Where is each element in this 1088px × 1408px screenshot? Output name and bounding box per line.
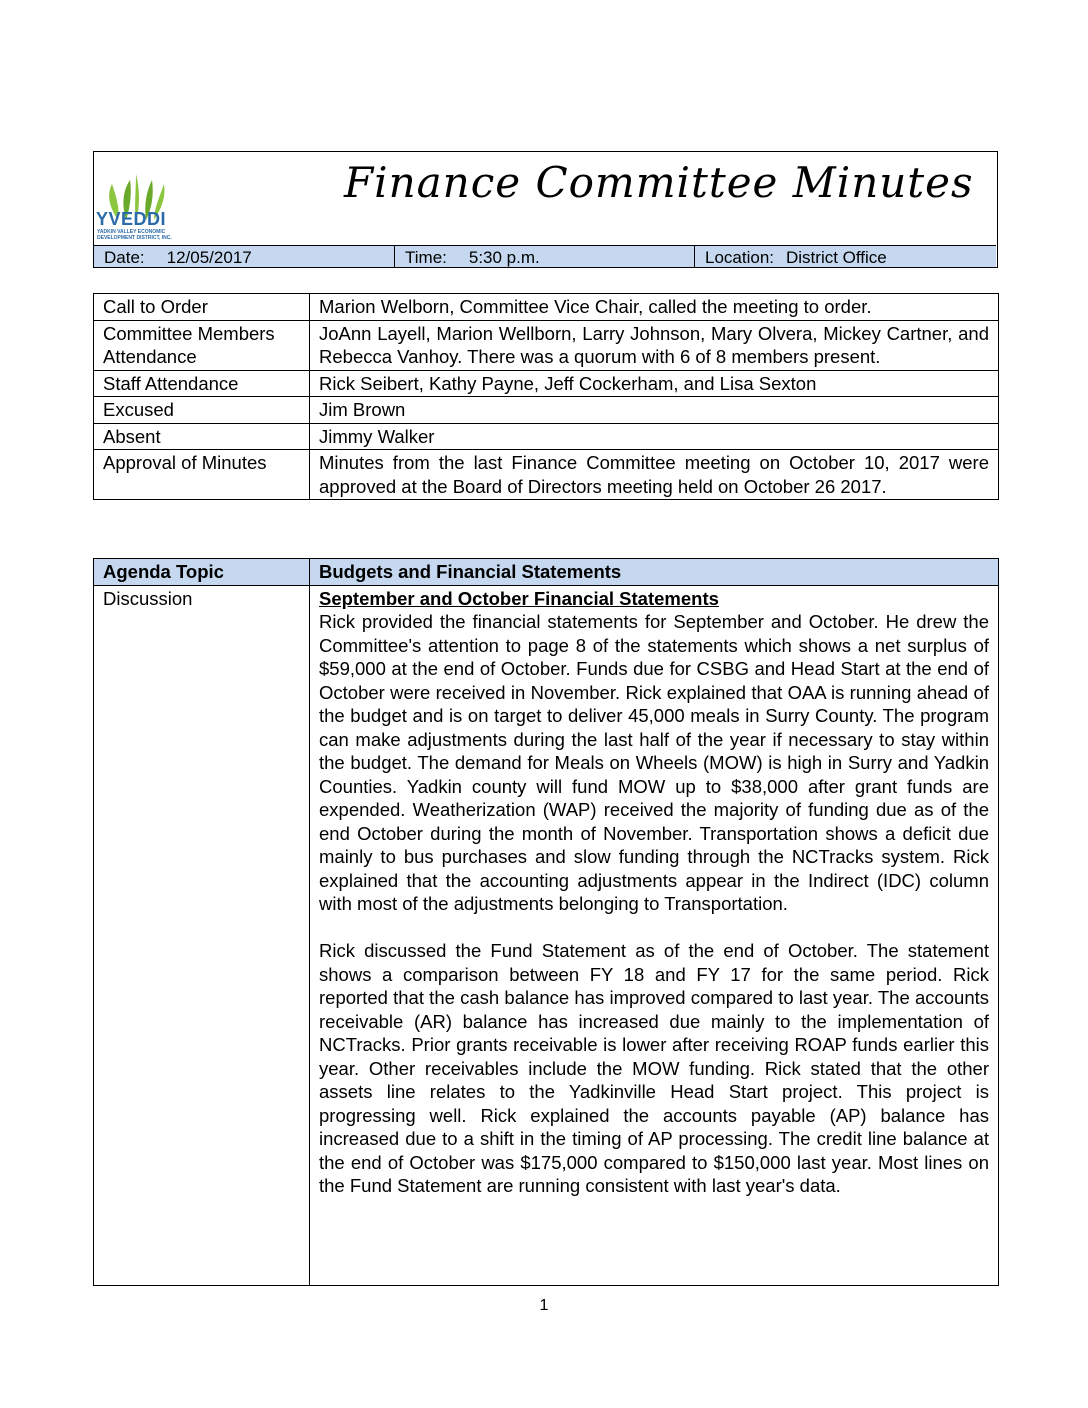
table-row [94, 320, 999, 370]
agenda-topic-label: Agenda Topic [94, 559, 310, 586]
discussion-label: Discussion [94, 585, 310, 1285]
row-label: Approval of Minutes [94, 450, 310, 500]
row-label: Call to Order [94, 294, 310, 321]
date-value: 12/05/2017 [166, 248, 252, 267]
row-value: Jim Brown [310, 397, 999, 424]
time-cell [395, 246, 695, 267]
header-box [93, 151, 998, 268]
page-title: Finance Committee Minutes [344, 158, 974, 207]
row-label: Absent [94, 423, 310, 450]
location-label: Location: [705, 248, 774, 267]
discussion-content [310, 585, 999, 1285]
attendance-table [93, 293, 999, 500]
location-value: District Office [786, 248, 887, 267]
row-label: Staff Attendance [94, 370, 310, 397]
table-row [94, 370, 999, 397]
table-row [94, 450, 999, 500]
page-number: 1 [539, 1297, 549, 1314]
row-label: Excused [94, 397, 310, 424]
row-value: Marion Welborn, Committee Vice Chair, called the meeting to order. [310, 294, 999, 321]
date-cell [94, 246, 395, 267]
row-value: Jimmy Walker [310, 423, 999, 450]
discussion-row [94, 585, 999, 1285]
agenda-header-row [94, 559, 999, 586]
table-row [94, 397, 999, 424]
discussion-paragraph-1: Rick provided the financial statements for September and October. He drew the Committee's attention to page 8 of the statements which shows a net surplus of $59,000 at the end of October. Funds due for CSBG and Head Start at the end of October were received in November. Rick explained that OAA is running ahead of the budget and is on target to deliver 45,000 meals in Surry County. The program can make adjustments during the last half of the year if necessary to stay within the budget. The demand for Meals on Wheels (MOW) is high in Surry and Yadkin Counties. Yadkin county will fund MOW up to $38,000 after grant funds are expended. Weatherization (WAP) received the majority of funding due as of the end October during the month of November. Transportation shows a deficit due mainly to bus purchases and slow funding through the NCTracks system. Rick explained that the accounting adjustments appear in the Indirect (IDC) column with most of the adjustments belonging to Transportation. [319, 611, 989, 914]
paragraph-spacer [319, 916, 989, 940]
discussion-subheading: September and October Financial Statements [319, 587, 719, 609]
logo-name: YVEDDI [96, 209, 167, 229]
meta-row [94, 245, 996, 267]
table-row [94, 423, 999, 450]
discussion-paragraph-2: Rick discussed the Fund Statement as of the end of October. The statement shows a comparison between FY 18 and FY 17 for the same period. Rick reported that the cash balance has improved compared to last year. The accounts receivable (AR) balance has increased due mainly to the implementation of NCTracks. Prior grants receivable is lower after receiving ROAP funds earlier this year. Other receivables include the MOW funding. Rick stated that the other assets line relates to the Yadkinville Head Start project. This project is progressing well. Rick explained the accounts payable (AP) balance has increased due to a shift in the timing of AP processing. The credit line balance at the end of October was $175,000 compared to $150,000 last year. Most lines on the Fund Statement are running consistent with last year's data. [319, 940, 989, 1196]
agenda-topic-value: Budgets and Financial Statements [310, 559, 999, 586]
row-value: Rick Seibert, Kathy Payne, Jeff Cockerham, and Lisa Sexton [310, 370, 999, 397]
time-value: 5:30 p.m. [468, 248, 540, 267]
logo-subtitle: YADKIN VALLEY ECONOMIC DEVELOPMENT DISTRICT, INC. [97, 229, 172, 241]
time-label: Time: [405, 248, 447, 267]
row-label: Committee Members Attendance [94, 320, 310, 370]
table-row [94, 294, 999, 321]
date-label: Date: [104, 248, 145, 267]
row-value: JoAnn Layell, Marion Wellborn, Larry Johnson, Mary Olvera, Mickey Cartner, and Rebecca Vanhoy. There was a quorum with 6 of 8 members present. [310, 320, 999, 370]
location-cell [695, 246, 996, 267]
agenda-table [93, 558, 999, 1286]
row-value: Minutes from the last Finance Committee meeting on October 10, 2017 were approved at the Board of Directors meeting held on October 26 2017. [310, 450, 999, 500]
